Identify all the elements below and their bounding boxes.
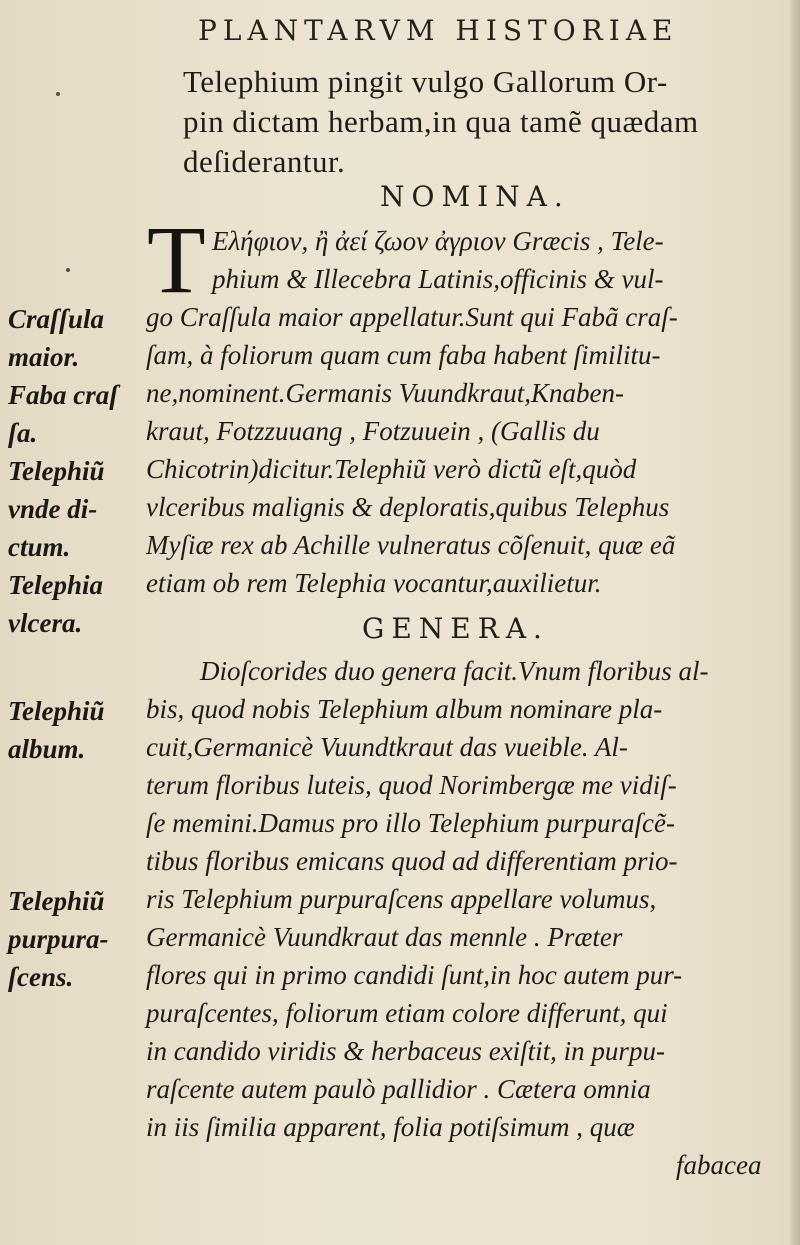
margin-note: Telephiũ xyxy=(8,696,105,726)
margin-note: purpura- xyxy=(8,924,109,954)
margin-note: Faba craſ xyxy=(8,380,119,410)
margin-note: Telephiũ xyxy=(8,456,105,486)
initial-letter: T xyxy=(147,206,206,313)
text-line: etiam ob rem Telephia vocantur,auxilietur. xyxy=(146,568,602,598)
text-line: ris Telephium purpuraſcens appellare volumus, xyxy=(146,884,657,914)
text-line: raſcente autem paulò pallidior . Cætera omnia xyxy=(146,1074,651,1104)
intro-line: deſiderantur. xyxy=(183,144,346,179)
margin-note: Telephiũ xyxy=(8,886,105,916)
section-heading-genera: GENERA. xyxy=(362,612,549,645)
text-line: kraut, Fotzzuuang , Fotzuuein , (Gallis du xyxy=(146,416,600,446)
ink-speck xyxy=(56,92,60,96)
margin-note: ſcens. xyxy=(8,962,74,992)
text-line: in iis ſimilia apparent, folia potiſsimum , quæ xyxy=(146,1112,635,1142)
text-line: puraſcentes, foliorum etiam colore differunt, qui xyxy=(146,998,668,1028)
margin-note: maior. xyxy=(8,342,80,372)
text-line: Myſiæ rex ab Achille vulneratus cõſenuit, quæ eã xyxy=(146,530,676,560)
text-line: cuit,Germanicè Vuundtkraut das vueible. Al- xyxy=(146,732,628,762)
text-line: Dioſcorides duo genera facit.Vnum floribus al- xyxy=(200,656,709,686)
margin-note: Telephia xyxy=(8,570,104,600)
text-line: terum floribus luteis, quod Norimbergæ me vidiſ- xyxy=(146,770,677,800)
margin-note: album. xyxy=(8,734,86,764)
margin-note: vlcera. xyxy=(8,608,83,638)
page-edge xyxy=(790,0,800,1245)
section-heading-nomina: NOMINA. xyxy=(380,180,570,213)
intro-line: pin dictam herbam,in qua tamẽ quædam xyxy=(183,104,699,139)
margin-note: ſa. xyxy=(8,418,38,448)
text-line: Chicotrin)dicitur.Telephiũ verò dictũ eſt,quòd xyxy=(146,454,637,484)
running-title: PLANTARVM HISTORIAE xyxy=(198,14,679,47)
text-line: bis, quod nobis Telephium album nominare pla- xyxy=(146,694,663,724)
text-line: ſam, à foliorum quam cum faba habent ſimilitu- xyxy=(146,340,661,370)
text-line: go Craſſula maior appellatur.Sunt qui Fabã craſ- xyxy=(146,302,678,332)
text-line: vlceribus malignis & deploratis,quibus Telephus xyxy=(146,492,670,522)
text-line: ne,nominent.Germanis Vuundkraut,Knaben- xyxy=(146,378,624,408)
margin-note: Craſſula xyxy=(8,304,105,334)
margin-note: vnde di- xyxy=(8,494,98,524)
text-line: flores qui in primo candidi ſunt,in hoc autem pur- xyxy=(146,960,683,990)
text-line: Germanicè Vuundkraut das mennle . Præter xyxy=(146,922,623,952)
text-line: ſe memini.Damus pro illo Telephium purpuraſcẽ- xyxy=(146,808,675,838)
intro-line: Telephium pingit vulgo Gallorum Or- xyxy=(183,64,668,99)
text-line: Ελήφιον, ἢ ἀεί ζωον ἀγριον Græcis , Tele- xyxy=(212,226,664,256)
text-line: in candido viridis & herbaceus exiſtit, in purpu- xyxy=(146,1036,665,1066)
margin-note: ctum. xyxy=(8,532,71,562)
ink-speck xyxy=(66,268,70,272)
text-line: tibus floribus emicans quod ad differentiam prio- xyxy=(146,846,678,876)
text-line: phium & Illecebra Latinis,officinis & vul- xyxy=(212,264,664,294)
catchword: fabacea xyxy=(676,1150,762,1180)
